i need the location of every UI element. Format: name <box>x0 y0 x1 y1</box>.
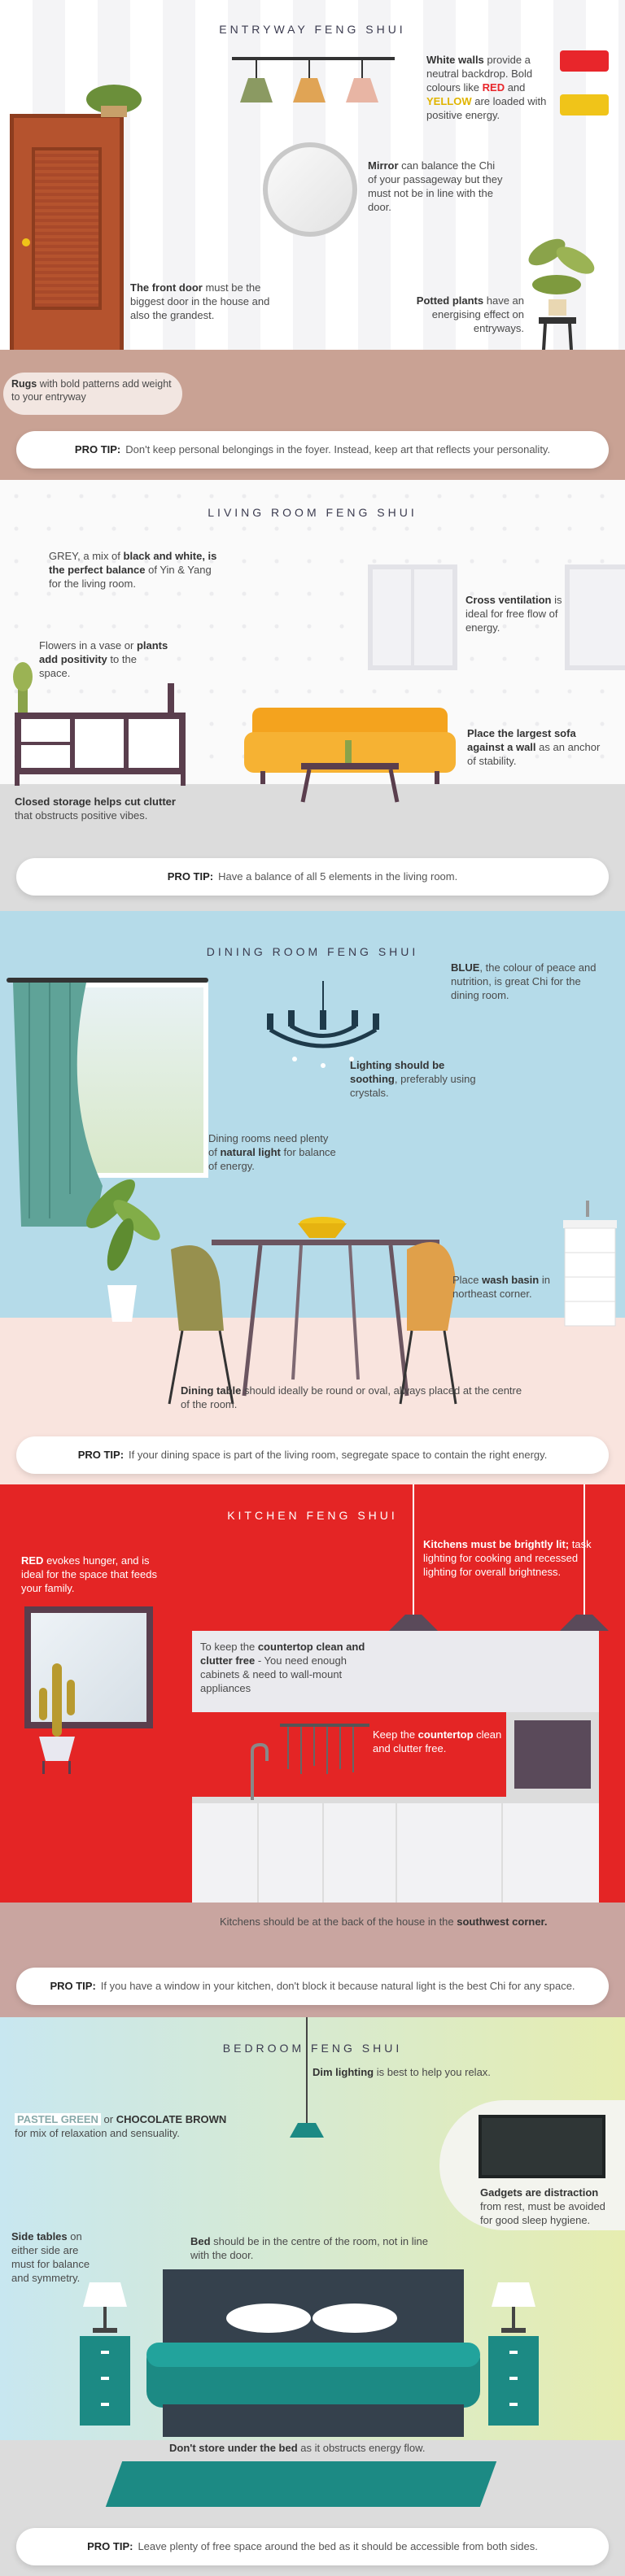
side-table-left-icon <box>76 2282 133 2437</box>
dining-plant-icon <box>78 1155 168 1326</box>
plant-on-door-icon <box>81 81 146 120</box>
bed-icon <box>146 2269 480 2456</box>
gadgets-text: Gadgets are distraction from rest, must be avoided for good sleep hygiene. <box>480 2186 605 2226</box>
bedroom-pendant-lamp-icon <box>286 2017 327 2147</box>
natural-light-text: Dining rooms need plenty of natural light for balance of energy. <box>208 1132 336 1172</box>
mirror-text: Mirror can balance the Chi of your passageway but they must not be in line with the door. <box>368 159 503 213</box>
oven-icon <box>506 1712 599 1797</box>
bedroom-pro-tip: PRO TIP: Leave plenty of free space around the bed as it should be accessible from both sides. <box>16 2528 609 2565</box>
yellow-paint-icon <box>560 94 609 116</box>
faucet-icon <box>247 1743 272 1800</box>
wash-basin-icon <box>562 1201 618 1331</box>
side-tables-text: Side tables on either side are must for balance and symmetry. <box>11 2230 90 2284</box>
dining-table-text: Dining table should ideally be round or oval, always placed at the centre of the room. <box>181 1384 522 1410</box>
red-text: RED evokes hunger, and is ideal for the space that feeds your family. <box>21 1554 157 1594</box>
window-right-icon <box>565 564 625 670</box>
entryway-pro-tip: PRO TIP: Don't keep personal belongings in the foyer. Instead, keep art that reflects your personality. <box>16 431 609 469</box>
window-left-icon <box>368 564 457 670</box>
living-title: LIVING ROOM FENG SHUI <box>208 506 417 519</box>
dining-pro-tip: PRO TIP: If your dining space is part of the living room, segregate space to contain the right energy. <box>16 1436 609 1474</box>
lower-cabinets-icon <box>192 1797 599 1903</box>
living-pro-tip: PRO TIP: Have a balance of all 5 elements in the living room. <box>16 858 609 896</box>
bed-text: Bed should be in the centre of the room, not in line with the door. <box>190 2235 428 2261</box>
blue-text: BLUE, the colour of peace and nutrition, is great Chi for the dining room. <box>451 961 597 1001</box>
kitchen-section <box>0 1484 625 2017</box>
storage-text: Closed storage helps cut clutter that obstructs positive vibes. <box>15 795 176 822</box>
kitchen-pro-tip: PRO TIP: If you have a window in your kitchen, don't block it because natural light is the best Chi for any space. <box>16 1968 609 2005</box>
cactus-icon <box>29 1663 86 1777</box>
sofa-text: Place the largest sofa against a wall as an anchor of stability. <box>467 727 601 767</box>
wash-basin-text: Place wash basin in northeast corner. <box>452 1274 550 1300</box>
walls-text: White walls provide a neutral backdrop. Bold colours like RED and YELLOW are loaded with positive energy. <box>426 54 547 121</box>
entryway-title: ENTRYWAY FENG SHUI <box>219 23 406 36</box>
utensils-icon <box>280 1720 369 1785</box>
southwest-text: Kitchens should be at the back of the house in the southwest corner. <box>220 1916 548 1928</box>
tv-icon <box>479 2115 605 2178</box>
sofa-icon <box>244 700 456 805</box>
countertop-storage-text: To keep the countertop clean and clutter free - You need enough cabinets & need to wall-mount appliances <box>200 1641 365 1694</box>
brightly-lit-text: Kitchens must be brightly lit; task lighting for cooking and recessed lighting for overall brightness. <box>423 1538 592 1578</box>
living-room-section <box>0 480 625 911</box>
potted-plants-text: Potted plants have an energising effect on entryways. <box>416 294 524 334</box>
ventilation-text: Cross ventilation is ideal for free flow of energy. <box>465 594 562 634</box>
bedroom-title: BEDROOM FENG SHUI <box>222 2042 403 2055</box>
side-table-right-icon <box>485 2282 542 2437</box>
round-mirror-icon <box>263 142 357 237</box>
dining-title: DINING ROOM FENG SHUI <box>206 945 419 958</box>
front-door-text: The front door must be the biggest door in the house and also the grandest. <box>130 281 270 321</box>
dining-room-section <box>0 911 625 1484</box>
pendant-lamps-icon <box>228 54 399 111</box>
bedroom-rug-icon <box>106 2461 496 2507</box>
colour-text: PASTEL GREEN or CHOCOLATE BROWN for mix of relaxation and sensuality. <box>15 2113 227 2139</box>
rugs-text: Rugs with bold patterns add weight to your entryway <box>11 378 172 403</box>
kitchen-pendant-lamps-icon <box>381 1484 625 1655</box>
grey-text: GREY, a mix of black and white, is the perfect balance of Yin & Yang for the living room. <box>49 550 217 590</box>
under-bed-text: Don't store under the bed as it obstructs energy flow. <box>169 2442 426 2454</box>
countertop-text: Keep the countertop clean and clutter free. <box>373 1728 502 1754</box>
entryway-section <box>0 0 625 480</box>
dim-lighting-text: Dim lighting is best to help you relax. <box>312 2066 491 2078</box>
lighting-text: Lighting should be soothing, preferably using crystals. <box>350 1059 476 1099</box>
kitchen-title: KITCHEN FENG SHUI <box>227 1509 398 1522</box>
storage-cabinet-icon <box>13 660 192 791</box>
bedroom-section <box>0 2017 625 2576</box>
front-door-icon <box>10 114 124 354</box>
red-paint-icon <box>560 50 609 72</box>
flowers-text: Flowers in a vase or plants add positivity to the space. <box>39 639 168 679</box>
